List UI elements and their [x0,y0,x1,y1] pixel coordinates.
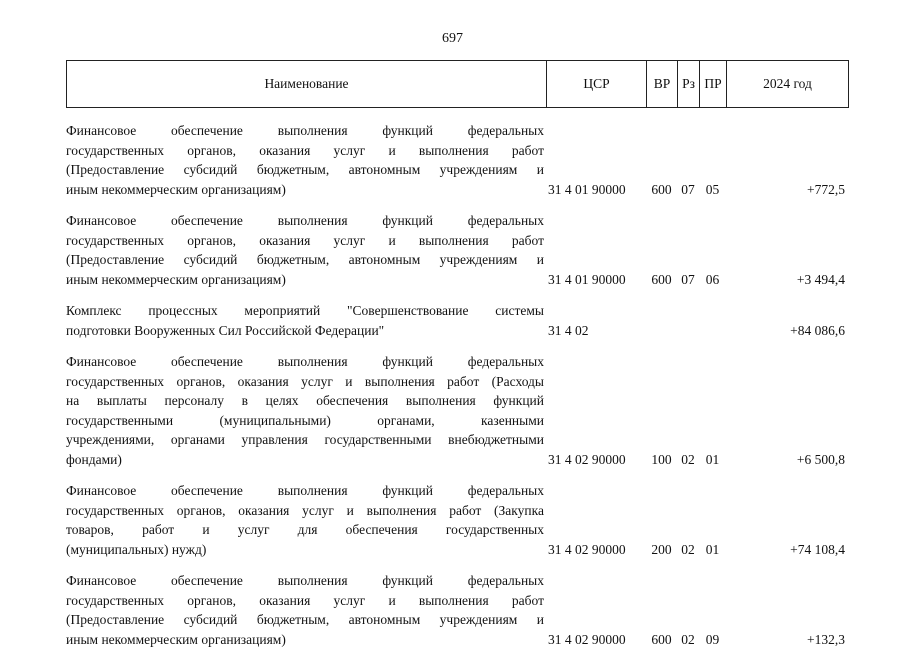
row-name-line: иным некоммерческим организациям) [66,180,544,200]
table-row [66,571,849,649]
row-name [66,211,546,289]
row-codes [546,481,849,559]
row-codes [546,211,849,289]
row-pr: 06 [699,270,726,290]
header-vr: ВР [647,61,678,107]
row-name-line: (Предоставление субсидий бюджетным, автономным учреждениям и [66,250,544,270]
header-name: Наименование [67,61,547,107]
table-row [66,211,849,289]
row-name [66,352,546,469]
row-name-line: учреждениями, органами управления государственными внебюджетными [66,430,544,450]
header-rz: Рз [678,61,700,107]
row-name [66,301,546,340]
row-codes [546,121,849,199]
row-name-line: товаров, работ и услуг для обеспечения государственных [66,520,544,540]
row-codes [546,352,849,469]
row-value: +132,3 [726,630,849,649]
row-name-line: государственных органов, оказания услуг и выполнения работ (Закупка [66,501,544,521]
row-rz: 02 [677,630,699,649]
row-pr: 09 [699,630,726,649]
row-name-line: государственных органов, оказания услуг и выполнения работ [66,591,544,611]
table-row [66,481,849,559]
row-name-line: государственных органов, оказания услуг и выполнения работ (Расходы [66,372,544,392]
row-name-line: Финансовое обеспечение выполнения функций федеральных [66,571,544,591]
row-value: +772,5 [726,180,849,200]
header-year: 2024 год [727,61,848,107]
page-number: 697 [0,31,905,47]
row-name-line: государственных органов, оказания услуг и выполнения работ [66,141,544,161]
row-rz: 07 [677,270,699,290]
row-name-line: Финансовое обеспечение выполнения функций федеральных [66,352,544,372]
row-vr: 600 [646,180,677,200]
header-pr: ПР [700,61,727,107]
row-vr: 600 [646,270,677,290]
row-pr: 05 [699,180,726,200]
row-rz: 07 [677,180,699,200]
row-csr: 31 4 02 90000 [546,450,646,470]
row-name [66,481,546,559]
table-body [66,121,849,649]
row-name-line: (Предоставление субсидий бюджетным, автономным учреждениям и [66,160,544,180]
row-value: +3 494,4 [726,270,849,290]
row-vr: 200 [646,540,677,560]
row-name-line: (муниципальных) нужд) [66,540,544,560]
table-row [66,301,849,340]
row-pr: 01 [699,540,726,560]
row-name-line: Финансовое обеспечение выполнения функций федеральных [66,121,544,141]
row-name [66,121,546,199]
row-value: +84 086,6 [726,321,849,341]
row-name-line: государственных органов, оказания услуг и выполнения работ [66,231,544,251]
row-name-line: иным некоммерческим организациям) [66,630,544,649]
row-vr: 600 [646,630,677,649]
row-csr: 31 4 01 90000 [546,270,646,290]
row-name-line: Комплекс процессных мероприятий "Совершенствование системы [66,301,544,321]
row-pr: 01 [699,450,726,470]
row-rz: 02 [677,450,699,470]
row-csr: 31 4 02 [546,321,646,341]
row-name-line: на выплаты персоналу в целях обеспечения выполнения функций [66,391,544,411]
row-codes [546,301,849,340]
row-name-line: Финансовое обеспечение выполнения функций федеральных [66,211,544,231]
row-name-line: Финансовое обеспечение выполнения функций федеральных [66,481,544,501]
row-name [66,571,546,649]
row-name-line: подготовки Вооруженных Сил Российской Федерации" [66,321,544,341]
row-name-line: фондами) [66,450,544,470]
row-csr: 31 4 02 90000 [546,540,646,560]
row-value: +74 108,4 [726,540,849,560]
table-row [66,352,849,469]
row-csr: 31 4 02 90000 [546,630,646,649]
row-rz: 02 [677,540,699,560]
row-csr: 31 4 01 90000 [546,180,646,200]
table-header [66,60,849,108]
table-row [66,121,849,199]
header-csr: ЦСР [547,61,647,107]
row-vr: 100 [646,450,677,470]
row-name-line: государственными (муниципальными) органами, казенными [66,411,544,431]
row-value: +6 500,8 [726,450,849,470]
row-name-line: (Предоставление субсидий бюджетным, автономным учреждениям и [66,610,544,630]
row-name-line: иным некоммерческим организациям) [66,270,544,290]
row-codes [546,571,849,649]
